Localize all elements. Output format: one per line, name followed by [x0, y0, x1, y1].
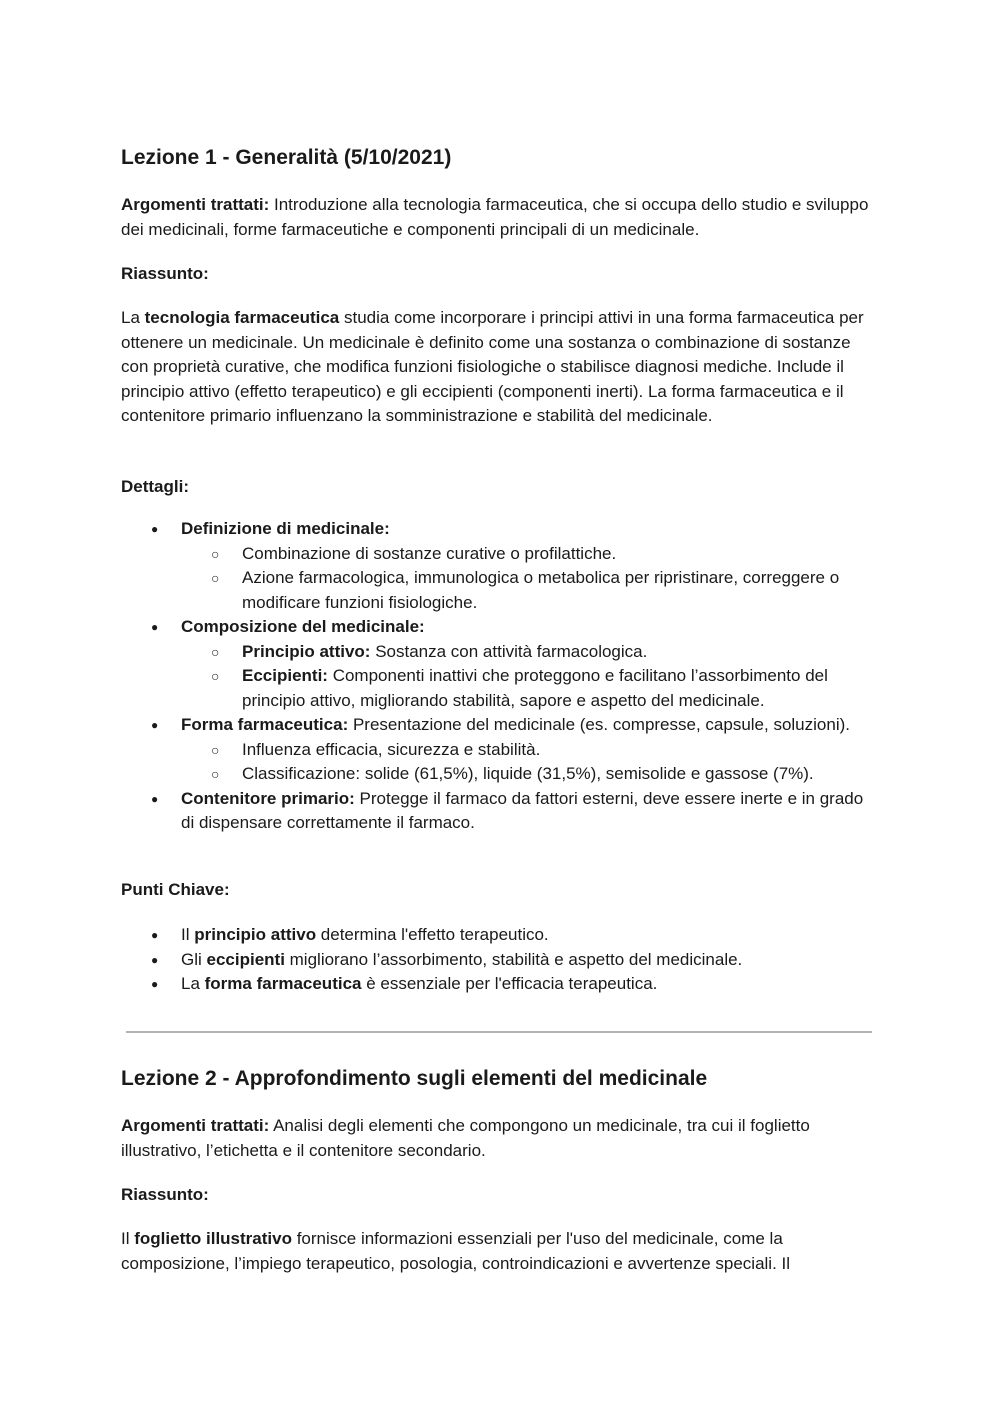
list-item-text: Influenza efficacia, sicurezza e stabilità.	[242, 739, 541, 759]
summary-bold-term: tecnologia farmaceutica	[144, 308, 340, 327]
list-item-text: determina l'effetto terapeutico.	[316, 925, 549, 944]
lesson-2-title: Lezione 2 - Approfondimento sugli elementi del medicinale	[121, 1067, 708, 1090]
list-item-label: Eccipienti:	[242, 666, 328, 685]
list-item	[121, 948, 881, 973]
sub-list-item	[121, 664, 881, 713]
list-item	[121, 787, 881, 836]
topics-text: Analisi degli elementi che compongono un medicinale, tra cui il foglietto illustrativo, l’etichetta e il contenitore secondario.	[121, 1116, 810, 1160]
list-item-text: Azione farmacologica, immunologica o metabolica per ripristinare, correggere o modificare funzioni fisiologiche.	[242, 568, 840, 612]
lesson-1-keypoints-list	[121, 923, 881, 997]
list-item-text: Componenti inattivi che proteggono e facilitano l’assorbimento del principio attivo, migliorando stabilità, sapore e aspetto del medicinale.	[242, 666, 828, 710]
sub-list-item	[121, 738, 881, 763]
list-item-text: Il	[181, 925, 195, 944]
list-item-label: Composizione del medicinale:	[181, 617, 425, 636]
list-item-text: Protegge il farmaco da fattori esterni, deve essere inerte e in grado di dispensare correttamente il farmaco.	[181, 788, 864, 832]
lesson-1-title: Lezione 1 - Generalità (5/10/2021)	[121, 146, 452, 169]
list-item	[121, 713, 881, 738]
lesson-1-summary-heading: Riassunto:	[121, 264, 209, 283]
list-item-text: migliorano l’assorbimento, stabilità e aspetto del medicinale.	[284, 949, 743, 969]
sub-list-item	[121, 566, 881, 615]
sub-list-item	[121, 640, 881, 665]
list-item-text: Presentazione del medicinale (es. compresse, capsule, soluzioni).	[348, 715, 850, 734]
topics-text: Introduzione alla tecnologia farmaceutica, che si occupa dello studio e sviluppo dei medicinali, forme farmaceutiche e componenti principali di un medicinale.	[121, 195, 869, 239]
list-item-label: Principio attivo:	[242, 641, 371, 661]
lesson-1-summary	[121, 306, 881, 429]
topics-label: Argomenti trattati:	[121, 195, 270, 214]
sub-list-item	[121, 542, 881, 567]
summary-bold-term: foglietto illustrativo	[134, 1229, 292, 1248]
list-item	[121, 615, 881, 640]
lesson-2-summary	[121, 1227, 881, 1276]
summary-text: studia come incorporare i principi attivi in una forma farmaceutica per ottenere un medicinale. Un medicinale è definito come una sostanza o combinazione di sostanze con proprietà curative, che modifica funzioni fisiologiche o stabilisce diagnosi mediche. Include il principio attivo (effetto terapeutico) e gli eccipienti (componenti inerti). La forma farmaceutica e il contenitore primario influenzano la somministrazione e stabilità del medicinale.	[121, 308, 864, 425]
summary-text: La	[121, 308, 145, 327]
lesson-2-topics	[121, 1114, 881, 1163]
list-item-label: Definizione di medicinale:	[181, 519, 390, 538]
list-item-bold-term: principio attivo	[194, 925, 317, 944]
list-item-label: Contenitore primario:	[181, 788, 355, 808]
list-item-label: Forma farmaceutica:	[181, 715, 349, 734]
summary-text: fornisce informazioni essenziali per l'uso del medicinale, come la composizione, l’impiego terapeutico, posologia, controindicazioni e avvertenze speciali. Il	[121, 1229, 791, 1273]
lesson-2-summary-heading: Riassunto:	[121, 1185, 209, 1204]
summary-text: Il	[121, 1229, 135, 1248]
list-item	[121, 517, 881, 542]
list-item-text: Combinazione di sostanze curative o profilattiche.	[242, 543, 617, 563]
list-item-text: è essenziale per l'efficacia terapeutica.	[361, 974, 658, 993]
list-item-text: Classificazione: solide (61,5%), liquide (31,5%), semisolide e gassose (7%).	[242, 764, 814, 783]
lesson-1-keypoints-heading: Punti Chiave:	[121, 880, 230, 899]
list-item-bold-term: forma farmaceutica	[204, 974, 362, 993]
list-item	[121, 923, 881, 948]
list-item-text: Gli	[181, 949, 207, 969]
list-item-text: Sostanza con attività farmacologica.	[370, 641, 648, 661]
list-item-text: La	[181, 974, 205, 993]
list-item	[121, 972, 881, 997]
lesson-1-topics	[121, 193, 881, 242]
sub-list-item	[121, 762, 881, 787]
topics-label: Argomenti trattati:	[121, 1116, 270, 1135]
section-divider	[126, 1031, 872, 1033]
lesson-1-details-list	[121, 517, 881, 836]
lesson-1-details-heading: Dettagli:	[121, 477, 189, 496]
list-item-bold-term: eccipienti	[206, 949, 285, 969]
